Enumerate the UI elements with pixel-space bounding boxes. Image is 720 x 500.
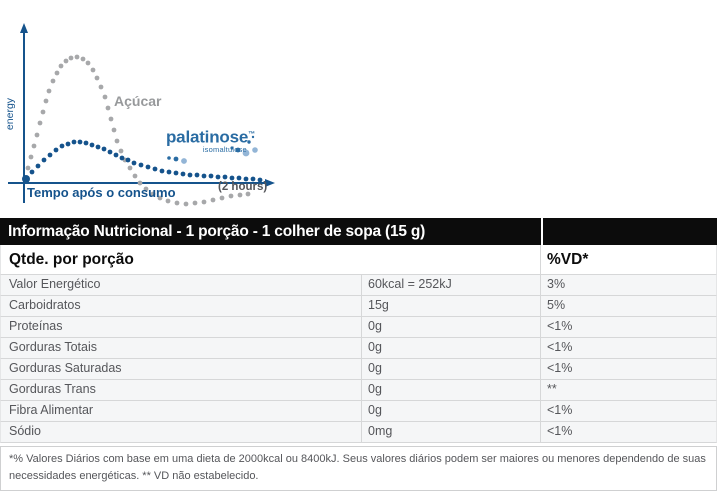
palatinose-curve-dot [209,174,214,179]
palatinose-curve-dot [146,165,151,170]
y-axis-label: energy [4,97,16,131]
palatinose-curve-dot [139,163,144,168]
nutrition-facts-table [0,218,717,491]
sugar-curve-dot [229,194,234,199]
origin-dot [22,175,30,183]
nutrient-label: Gorduras Trans [9,382,96,396]
palatinose-curve-dot [102,147,107,152]
palatinose-curve-dot [188,173,193,178]
sugar-curve-dot [86,61,91,66]
palatinose-curve-dot [60,144,65,149]
palatinose-curve-dot [160,169,165,174]
sugar-curve-dot [109,117,114,122]
nutrient-quantity: 0g [361,401,540,421]
palatinose-curve-dot [202,174,207,179]
nutrient-daily-value: ** [540,380,716,400]
isomaltulose-subtitle: isomaltulose [202,144,247,154]
table-rows [0,274,717,443]
sugar-curve-dot [175,201,180,206]
palatinose-curve-dot [230,176,235,181]
sugar-curve-dot [29,155,34,160]
sugar-curve-dot [75,55,80,60]
sugar-curve-dot [59,64,64,69]
sugar-series-label: Açúcar [114,93,162,109]
nutrient-quantity: 15g [361,296,540,316]
logo-decor-dot [174,157,179,162]
palatinose-curve-dot [120,156,125,161]
palatinose-curve-dot [78,140,83,145]
table-title: Informação Nutricional - 1 porção - 1 colher de sopa (15 g) [8,222,426,240]
table-row [0,379,717,400]
nutrient-label: Proteínas [9,319,63,333]
sugar-curve-dot [106,106,111,111]
x-axis-label: Tempo após o consumo [27,185,176,200]
palatinose-curve-dot [114,153,119,158]
sugar-curve-dot [99,85,104,90]
palatinose-curve-dot [126,158,131,163]
palatinose-logo [166,126,255,154]
palatinose-curve-dot [237,176,242,181]
table-row [0,274,717,295]
y-axis-arrow-icon [20,23,28,33]
nutrient-daily-value: <1% [540,401,716,421]
palatinose-curve-dot [167,170,172,175]
sugar-curve-dot [44,99,49,104]
sugar-curve-dot [184,202,189,207]
palatinose-curve-dot [90,143,95,148]
nutrient-quantity: 0mg [361,422,540,442]
palatinose-wordmark [166,126,255,146]
palatinose-curve-dot [30,170,35,175]
palatinose-curve-dot [54,148,59,153]
palatinose-curve-dot [96,145,101,150]
qty-per-serving-header: Qtde. por porção [9,250,134,268]
sugar-curve-dot [202,200,207,205]
nutrient-quantity: 0g [361,317,540,337]
x-axis-annotation: (2 hours) [218,181,268,193]
nutrient-label: Fibra Alimentar [9,403,94,417]
palatinose-curve-dot [48,153,53,158]
daily-values-footnote: *% Valores Diários com base em uma dieta de 2000kcal ou 8400kJ. Seus valores diários podem ser maiores ou menores dependendo de suas necessidades energéticas. ** VD não estabelecido. [0,446,717,491]
logo-decor-dot [167,156,171,160]
nutrient-quantity: 0g [361,380,540,400]
logo-decor-dot [181,158,187,164]
sugar-curve-dot [35,133,40,138]
sugar-curve-dot [69,56,74,61]
palatinose-curve-dot [216,175,221,180]
nutrient-label: Gorduras Saturadas [9,361,122,375]
sugar-curve-dot [133,174,138,179]
table-title-bar [0,218,717,245]
sugar-curve-dot [26,166,31,171]
sugar-curve-dot [95,76,100,81]
nutrient-quantity: 0g [361,359,540,379]
sugar-curve-dot [119,149,124,154]
sugar-curve-dot [103,95,108,100]
sugar-curve-dot [115,139,120,144]
sugar-curve-dot [128,166,133,171]
sugar-curve-dot [91,68,96,73]
table-header-row [0,245,717,274]
nutrient-label: Sódio [9,424,41,438]
palatinose-curve-dot [153,167,158,172]
sugar-curve-dot [41,110,46,115]
palatinose-curve-dot [108,150,113,155]
sugar-curve-dot [112,128,117,133]
palatinose-curve-dot [66,142,71,147]
sugar-curve-dot [211,198,216,203]
palatinose-curve-dot [84,141,89,146]
sugar-curve-dot [193,201,198,206]
palatinose-curve-dot [36,164,41,169]
table-row [0,358,717,379]
table-row [0,316,717,337]
sugar-curve-dot [81,57,86,62]
sugar-curve-dot [32,144,37,149]
nutrient-label: Gorduras Totais [9,340,98,354]
table-row [0,421,717,443]
table-row [0,400,717,421]
energy-release-chart [0,0,300,216]
nutrient-daily-value: <1% [540,422,716,442]
table-row [0,295,717,316]
sugar-curve-dot [51,79,56,84]
nutrient-daily-value: 3% [540,275,716,295]
palatinose-wordmark-text: palatinose [166,127,249,147]
nutrient-quantity: 0g [361,338,540,358]
palatinose-curve-dot [72,140,77,145]
trademark-symbol: ™ [248,131,255,138]
palatinose-curve-dot [181,172,186,177]
sugar-curve-dot [238,193,243,198]
nutrient-quantity: 60kcal = 252kJ [361,275,540,295]
palatinose-curve-dot [132,161,137,166]
daily-value-header: %VD* [540,245,716,274]
palatinose-curve-dot [174,171,179,176]
nutrient-daily-value: <1% [540,359,716,379]
sugar-curve-dot [64,59,69,64]
nutrient-label: Valor Energético [9,277,101,291]
palatinose-curve-dot [42,158,47,163]
nutrient-daily-value: 5% [540,296,716,316]
palatinose-curve-dot [195,173,200,178]
sugar-curve-dot [38,121,43,126]
sugar-curve-dot [47,89,52,94]
nutrient-daily-value: <1% [540,317,716,337]
table-row [0,337,717,358]
sugar-curve-dot [220,196,225,201]
sugar-curve-dot [55,71,60,76]
table-title-bar-right-cell [541,218,717,245]
palatinose-curve-dot [223,175,228,180]
nutrient-daily-value: <1% [540,338,716,358]
nutrient-label: Carboidratos [9,298,81,312]
